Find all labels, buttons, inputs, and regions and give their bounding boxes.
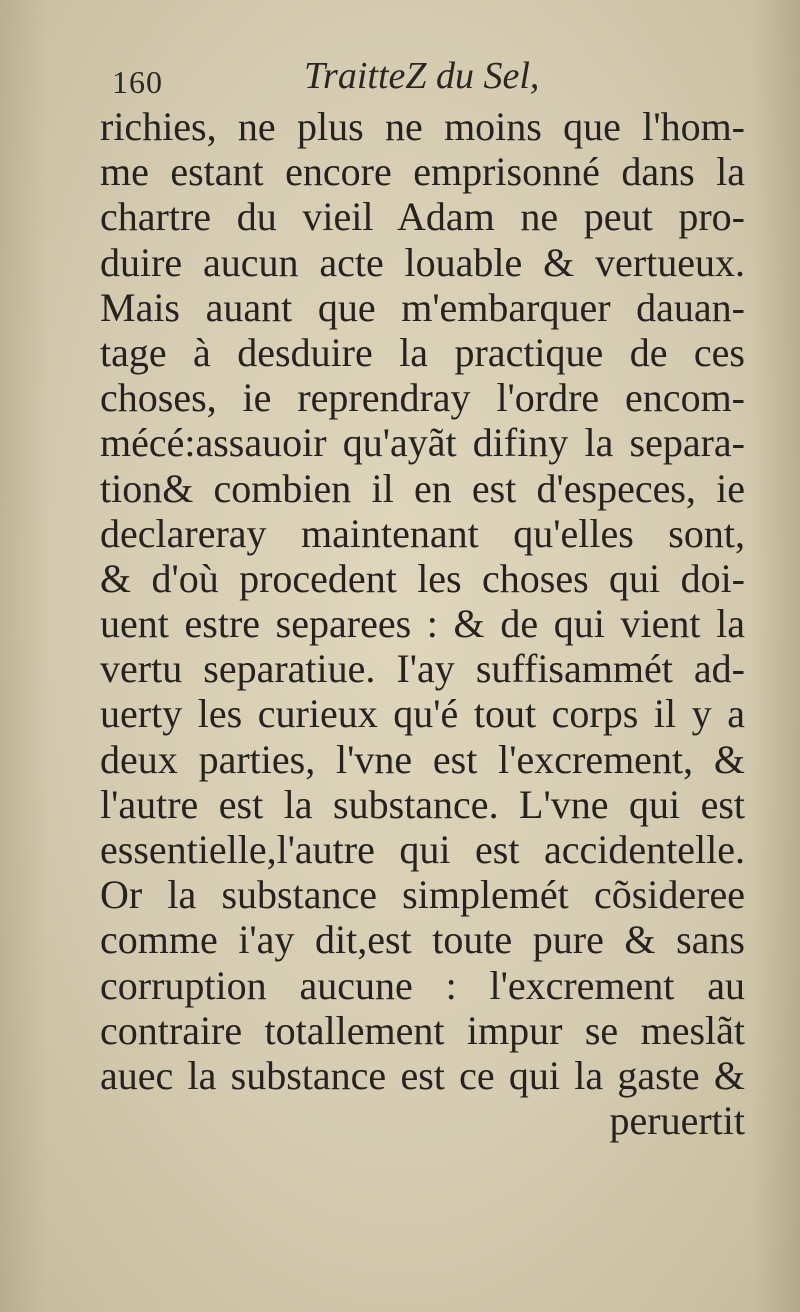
text-line: tion& combien il en est d'especes, ie	[100, 465, 745, 511]
text-line: comme i'ay dit,est toute pure & sans	[100, 917, 745, 963]
text-line: l'autre est la substance. L'vne qui est	[100, 781, 745, 827]
text-line: Mais auant que m'embarquer dauan-	[100, 284, 745, 330]
text-line: chartre du vieil Adam ne peut pro-	[100, 194, 745, 240]
text-line: contraire totallement impur se meslãt	[100, 1007, 745, 1053]
text-line: vertu separatiue. I'ay suffisammét ad-	[100, 646, 745, 692]
text-line: uerty les curieux qu'é tout corps il y a	[100, 691, 745, 737]
running-title: TraitteZ du Sel,	[304, 55, 540, 97]
body-text	[100, 104, 745, 1143]
text-line: & d'où procedent les choses qui doi-	[100, 555, 745, 601]
text-line: declareray maintenant qu'elles sont,	[100, 510, 745, 556]
running-head	[112, 54, 632, 104]
page-number: 160	[112, 64, 163, 100]
text-line: duire aucun acte louable & vertueux.	[100, 239, 745, 285]
catchword: peruertit	[609, 1098, 745, 1144]
text-line: richies, ne plus ne moins que l'hom-	[100, 104, 745, 149]
text-line: tage à desduire la practique de ces	[100, 329, 745, 375]
text-line: uent estre separees : & de qui vient la	[100, 601, 745, 647]
text-line: corruption aucune : l'excrement au	[100, 962, 745, 1008]
text-line: essentielle,l'autre qui est accidentelle.	[100, 827, 745, 872]
text-line: me estant encore emprisonné dans la	[100, 149, 745, 195]
text-line: choses, ie reprendray l'ordre encom-	[100, 375, 745, 421]
text-line: mécé:assauoir qu'ayãt difiny la separa-	[100, 420, 745, 466]
text-line: auec la substance est ce qui la gaste &	[100, 1052, 745, 1098]
text-line: Or la substance simplemét cõsideree	[100, 872, 745, 918]
text-line: deux parties, l'vne est l'excrement, &	[100, 736, 745, 782]
